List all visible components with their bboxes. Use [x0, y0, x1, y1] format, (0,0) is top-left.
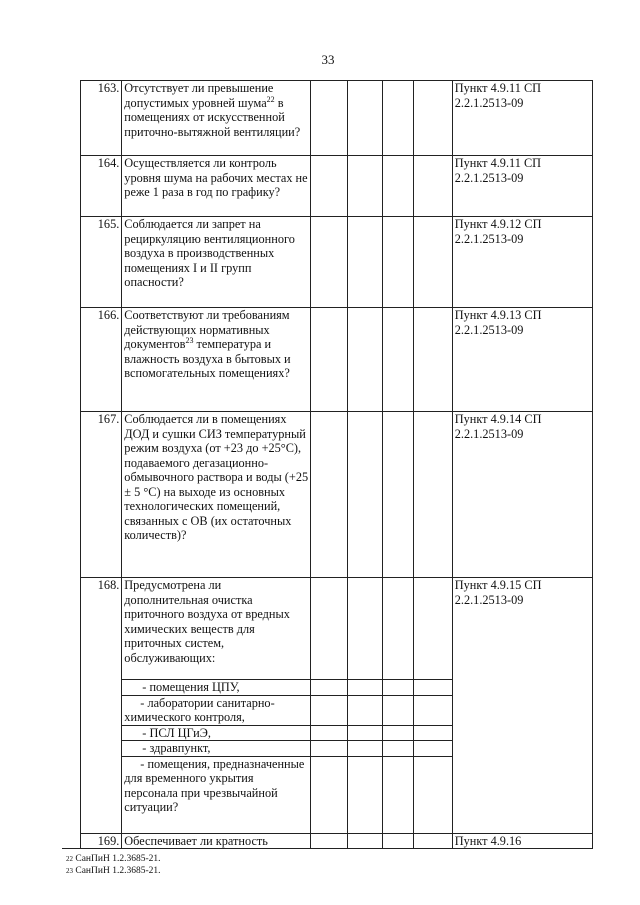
- answer-cell[interactable]: [311, 695, 348, 725]
- table-row: [81, 217, 593, 308]
- table-row: [81, 81, 593, 156]
- answer-cell[interactable]: [383, 308, 413, 412]
- answer-cell[interactable]: [311, 81, 348, 156]
- subitem-cell: - ПСЛ ЦГиЭ,: [122, 725, 311, 741]
- footnote-divider: [62, 848, 222, 849]
- answer-cell[interactable]: [311, 756, 348, 833]
- answer-cell[interactable]: [348, 156, 383, 217]
- answer-cell[interactable]: [383, 156, 413, 217]
- reference-cell: Пункт 4.9.14 СП 2.2.1.2513-09: [452, 412, 592, 578]
- footnote-mark: 23: [66, 867, 73, 875]
- row-number: 164.: [81, 156, 122, 217]
- reference-cell: Пункт 4.9.11 СП 2.2.1.2513-09: [452, 156, 592, 217]
- reference-cell: Пункт 4.9.12 СП 2.2.1.2513-09: [452, 217, 592, 308]
- answer-cell[interactable]: [383, 578, 413, 680]
- answer-cell[interactable]: [413, 156, 452, 217]
- answer-cell[interactable]: [311, 578, 348, 680]
- question-cell: Обеспечивает ли кратность: [122, 833, 311, 849]
- answer-cell[interactable]: [311, 680, 348, 696]
- answer-cell[interactable]: [348, 756, 383, 833]
- subitem-cell: - лаборатории санитарно-химического контроля,: [122, 695, 311, 725]
- question-cell: Соблюдается ли запрет на рециркуляцию вентиляционного воздуха в производственных помещениях I и II групп опасности?: [122, 217, 311, 308]
- footnote-text: СанПиН 1.2.3685-21.: [75, 854, 161, 864]
- row-number: 169.: [81, 833, 122, 849]
- question-cell: Осуществляется ли контроль уровня шума на рабочих местах не реже 1 раза в год по графику?: [122, 156, 311, 217]
- question-text-tail: в помещениях от искусственной приточно-вытяжной вентиляции?: [124, 95, 301, 139]
- answer-cell[interactable]: [348, 217, 383, 308]
- answer-cell[interactable]: [348, 741, 383, 757]
- reference-cell: Пункт 4.9.16: [452, 833, 592, 849]
- answer-cell[interactable]: [348, 308, 383, 412]
- answer-cell[interactable]: [413, 578, 452, 680]
- question-text: Соответствуют ли требованиям действующих нормативных документов: [124, 308, 290, 351]
- answer-cell[interactable]: [383, 725, 413, 741]
- answer-cell[interactable]: [413, 695, 452, 725]
- answer-cell[interactable]: [413, 725, 452, 741]
- answer-cell[interactable]: [311, 308, 348, 412]
- answer-cell[interactable]: [413, 833, 452, 849]
- table-row: [81, 412, 593, 578]
- checklist-table: [80, 80, 593, 849]
- answer-cell[interactable]: [348, 578, 383, 680]
- table-row: [81, 308, 593, 412]
- answer-cell[interactable]: [383, 695, 413, 725]
- question-cell: [122, 308, 311, 412]
- footnote: [66, 853, 160, 865]
- subitem-cell: - здравпункт,: [122, 741, 311, 757]
- question-cell: Предусмотрена ли дополнительная очистка приточного воздуха от вредных химических веществ для приточных систем, обслуживающих:: [122, 578, 311, 680]
- answer-cell[interactable]: [383, 81, 413, 156]
- answer-cell[interactable]: [383, 833, 413, 849]
- subitem-cell: - помещения, предназначенные для временного укрытия персонала при чрезвычайной ситуации?: [122, 756, 311, 833]
- answer-cell[interactable]: [348, 833, 383, 849]
- question-cell: Соблюдается ли в помещениях ДОД и сушки СИЗ температурный режим воздуха (от +23 до +25°С), подаваемого дегазационно-обмывочного раствора и воды (+25 ± 5 °С) на выходе из основных технологических помещений, связанных с ОВ (их остаточных количеств)?: [122, 412, 311, 578]
- answer-cell[interactable]: [413, 217, 452, 308]
- row-number: 166.: [81, 308, 122, 412]
- answer-cell[interactable]: [383, 412, 413, 578]
- reference-cell: Пункт 4.9.11 СП 2.2.1.2513-09: [452, 81, 592, 156]
- answer-cell[interactable]: [348, 412, 383, 578]
- footnote-ref: 23: [185, 335, 194, 345]
- question-text: Отсутствует ли превышение допустимых уровней шума: [124, 81, 274, 110]
- answer-cell[interactable]: [311, 412, 348, 578]
- answer-cell[interactable]: [311, 725, 348, 741]
- reference-cell: Пункт 4.9.13 СП 2.2.1.2513-09: [452, 308, 592, 412]
- subitem-cell: - помещения ЦПУ,: [122, 680, 311, 696]
- answer-cell[interactable]: [383, 217, 413, 308]
- answer-cell[interactable]: [311, 741, 348, 757]
- row-number: 163.: [81, 81, 122, 156]
- row-number: 165.: [81, 217, 122, 308]
- answer-cell[interactable]: [413, 308, 452, 412]
- question-cell: [122, 81, 311, 156]
- answer-cell[interactable]: [348, 725, 383, 741]
- answer-cell[interactable]: [413, 412, 452, 578]
- answer-cell[interactable]: [413, 680, 452, 696]
- answer-cell[interactable]: [348, 680, 383, 696]
- answer-cell[interactable]: [311, 217, 348, 308]
- page-number: 33: [321, 52, 335, 67]
- answer-cell[interactable]: [348, 81, 383, 156]
- answer-cell[interactable]: [348, 695, 383, 725]
- table-row: [81, 578, 593, 680]
- footnote-ref: 22: [266, 94, 275, 104]
- footnote-text: СанПиН 1.2.3685-21.: [75, 866, 161, 876]
- table-row: [81, 833, 593, 849]
- table-row: [81, 156, 593, 217]
- answer-cell[interactable]: [413, 741, 452, 757]
- row-number: 168.: [81, 578, 122, 834]
- answer-cell[interactable]: [413, 81, 452, 156]
- answer-cell[interactable]: [311, 833, 348, 849]
- footnotes: [66, 853, 160, 877]
- answer-cell[interactable]: [383, 741, 413, 757]
- footnote: [66, 865, 160, 877]
- answer-cell[interactable]: [383, 680, 413, 696]
- question-text-tail: температура и влажность воздуха в бытовых и вспомогательных помещениях?: [124, 337, 291, 380]
- answer-cell[interactable]: [413, 756, 452, 833]
- answer-cell[interactable]: [311, 156, 348, 217]
- footnote-mark: 22: [66, 855, 73, 863]
- row-number: 167.: [81, 412, 122, 578]
- reference-cell: Пункт 4.9.15 СП 2.2.1.2513-09: [452, 578, 592, 834]
- answer-cell[interactable]: [383, 756, 413, 833]
